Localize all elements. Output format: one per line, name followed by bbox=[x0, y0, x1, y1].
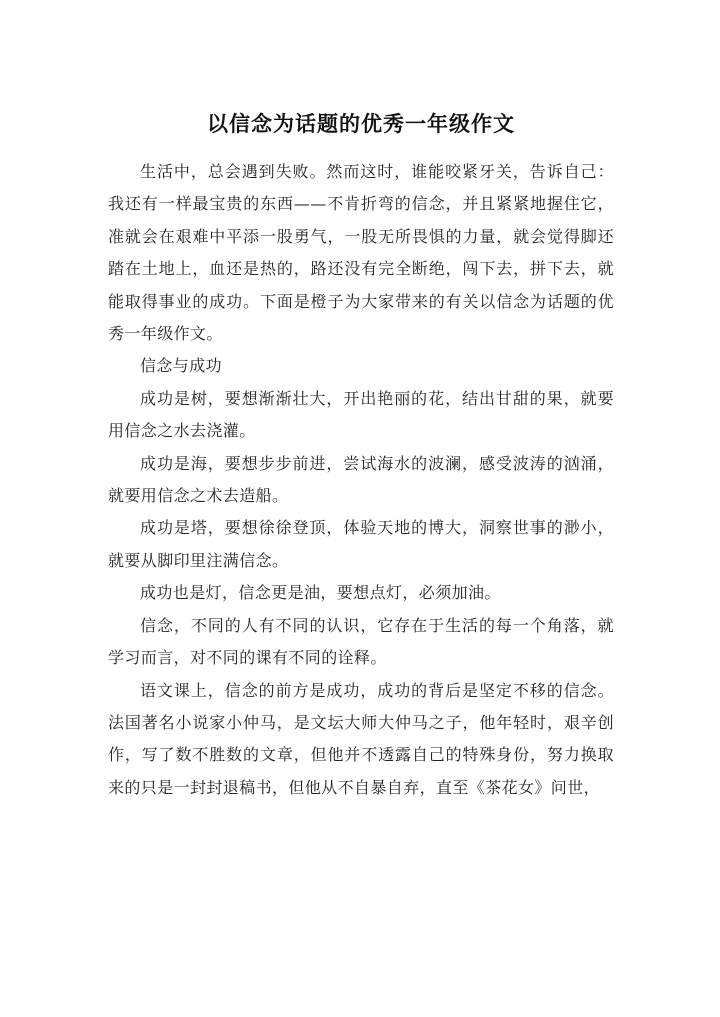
paragraph: 成功是塔，要想徐徐登顶，体验天地的博大，洞察世事的渺小，就要从脚印里注满信念。 bbox=[108, 518, 614, 570]
paragraph: 成功是树，要想渐渐壮大，开出艳丽的花，结出甘甜的果，就要用信念之水去浇灌。 bbox=[108, 388, 614, 441]
paragraph-intro: 生活中，总会遇到失败。然而这时，谁能咬紧牙关，告诉自己：我还有一样最宝贵的东西——不肯折弯的信念，并且紧紧地握住它，准就会在艰难中平添一股勇气，一股无所畏惧的力量，就会觉得脚还踏在土地上，血还是热的，路还没有完全断绝，闯下去，拼下去，就能取得事业的成功。下面是橙子为大家带来的有关以信念为话题的优秀一年级作文。 bbox=[108, 162, 614, 344]
paragraph: 信念，不同的人有不同的认识，它存在于生活的每一个角落，就学习而言，对不同的课有不同的诠释。 bbox=[108, 615, 614, 668]
paragraph: 语文课上，信念的前方是成功，成功的背后是坚定不移的信念。法国著名小说家小仲马，是文坛大师大仲马之子，他年轻时，艰辛创作，写了数不胜数的文章，但他并不透露自己的特殊身份，努力换取来的只是一封封退稿书，但他从不自暴自弃，直至《茶花女》问世， bbox=[108, 680, 614, 797]
paragraph: 成功也是灯，信念更是油，要想点灯，必须加油。 bbox=[140, 583, 501, 603]
section-heading: 信念与成功 bbox=[140, 356, 223, 376]
paragraph: 成功是海，要想步步前进，尝试海水的波澜，感受波涛的汹涌，就要用信念之术去造船。 bbox=[108, 453, 614, 506]
document-body bbox=[108, 156, 614, 804]
document-title: 以信念为话题的优秀一年级作文 bbox=[207, 111, 515, 136]
